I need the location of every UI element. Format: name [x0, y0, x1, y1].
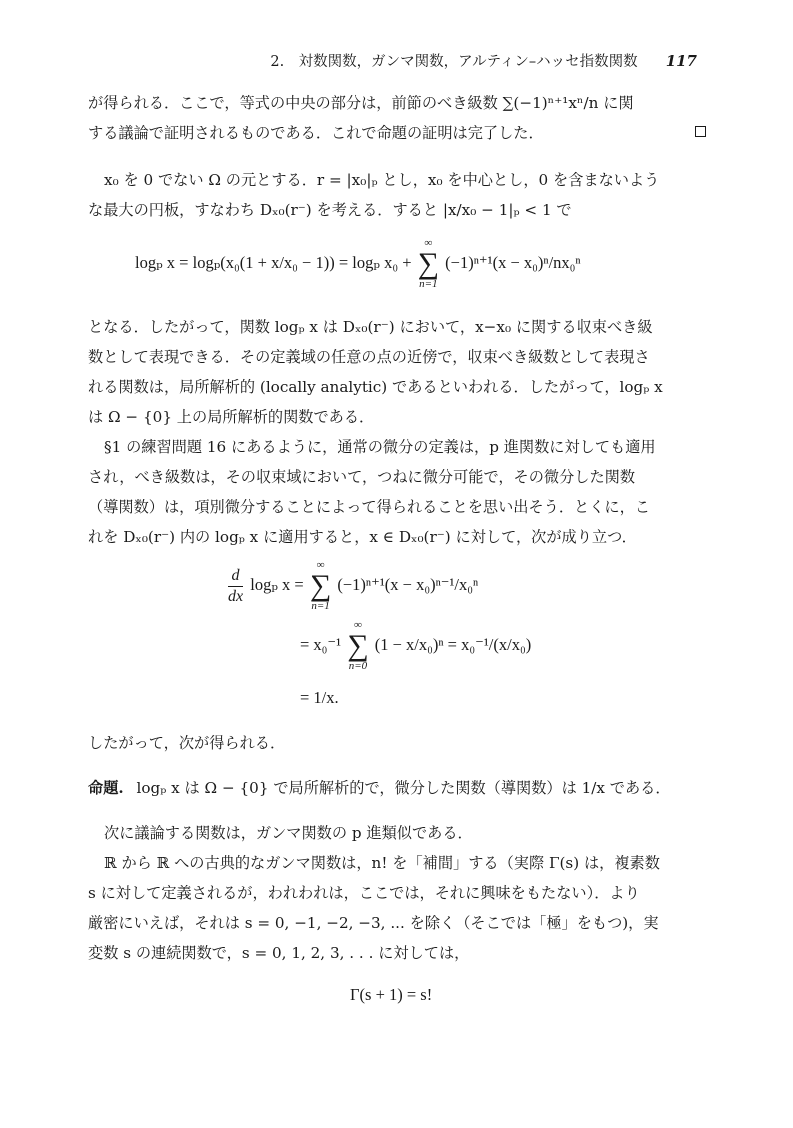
proposition-text: logₚ x は Ω − {0} で局所解析的で，微分した関数（導関数）は 1/x である．	[136, 779, 671, 797]
equation-rhs: (−1)ⁿ⁺¹(x − x₀)ⁿ/nx₀ⁿ	[445, 252, 581, 272]
summation-sign: ∞ ∑ n=1	[417, 237, 440, 290]
paragraph-2	[88, 165, 706, 225]
text-line: （導関数）は，項別微分することによって得られることを思い出そう．とくに，こ	[88, 498, 650, 516]
qed-square-icon	[695, 126, 706, 137]
equation-log-series	[135, 238, 581, 290]
equation-derivative-row3: = 1/x.	[300, 688, 339, 707]
text-line: ℝ から ℝ への古典的なガンマ関数は，n! を「補間」する（実際 Γ(s) は，複素数	[104, 854, 660, 872]
text-line: 厳密にいえば，それは s = 0, −1, −2, −3, ... を除く（そこでは「極」をもつ)，実	[88, 914, 659, 932]
equation-gamma: Γ(s + 1) = s!	[350, 985, 433, 1004]
text-line: され，べき級数は，その収束域において，つねに微分可能で，その微分した関数	[88, 468, 636, 486]
text-line: が得られる．ここで，等式の中央の部分は，前節のべき級数 ∑(−1)ⁿ⁺¹xⁿ/n に関	[88, 94, 634, 112]
text-line: となる．したがって，関数 logₚ x は Dₓ₀(r⁻) において，x−x₀ に関する収束べき級	[88, 318, 653, 336]
proposition-label: 命題.	[88, 779, 124, 797]
summation-sign: ∞ ∑ n=0	[347, 619, 369, 672]
paragraph-4	[88, 432, 706, 552]
page-number: 117	[665, 52, 697, 70]
equation-lhs: logₚ x = logₚ(x₀(1 + x/x₀ − 1)) = logₚ x₀ +	[135, 252, 412, 272]
text-line: s に対して定義されるが，われわれは，ここでは，それに興味をもたない）．より	[88, 884, 640, 902]
summation-sign: ∞ ∑ n=1	[309, 559, 332, 612]
proposition	[88, 773, 706, 803]
text-line: する議論で証明されるものである．これで命題の証明は完了した．	[88, 124, 544, 142]
text-line: 次に議論する関数は，ガンマ関数の p 進類似である．	[104, 824, 473, 842]
paragraph-5	[88, 728, 706, 758]
paragraph-6	[88, 818, 706, 848]
text-line: x₀ を 0 でない Ω の元とする．r = |x₀|ₚ とし，x₀ を中心とし，0 を含まないよう	[104, 171, 660, 189]
paragraph-1	[88, 88, 706, 148]
text-line: したがって，次が得られる．	[88, 734, 286, 752]
equation-derivative-row2: = x₀⁻¹ ∞ ∑ n=0 (1 − x/x₀)ⁿ = x₀⁻¹/(x/x₀)	[300, 619, 532, 672]
text-line: 数として表現できる．その定義域の任意の点の近傍で，収束べき級数として表現さ	[88, 348, 650, 366]
text-line: は Ω − {0} 上の局所解析的関数である．	[88, 408, 375, 426]
text-line: な最大の円板，すなわち Dₓ₀(r⁻) を考える．すると |x/x₀ − 1|ₚ < 1 で	[88, 201, 572, 219]
chapter-title: 2. 対数関数，ガンマ関数，アルティン–ハッセ指数関数	[270, 54, 638, 70]
fraction-d-dx: $\frac{d}{dx}$	[228, 566, 244, 605]
equation-derivative-row1: $\frac{d}{dx}$ logₚ x = ∞ ∑ n=1 (−1)ⁿ⁺¹(x − x₀)ⁿ⁻¹/x₀ⁿ	[228, 559, 479, 612]
text-line: 変数 s の連続関数で，s = 0, 1, 2, 3, . . . に対しては，	[88, 944, 470, 962]
paragraph-3	[88, 312, 706, 432]
text-line: §1 の練習問題 16 にあるように，通常の微分の定義は，p 進関数に対しても適用	[104, 438, 656, 456]
paragraph-7	[88, 848, 706, 968]
text-line: れる関数は，局所解析的 (locally analytic) であるといわれる．したがって，logₚ x	[88, 378, 663, 396]
running-header	[270, 50, 697, 71]
text-line: れを Dₓ₀(r⁻) 内の logₚ x に適用すると，x ∈ Dₓ₀(r⁻) に対して，次が成り立つ．	[88, 528, 637, 546]
